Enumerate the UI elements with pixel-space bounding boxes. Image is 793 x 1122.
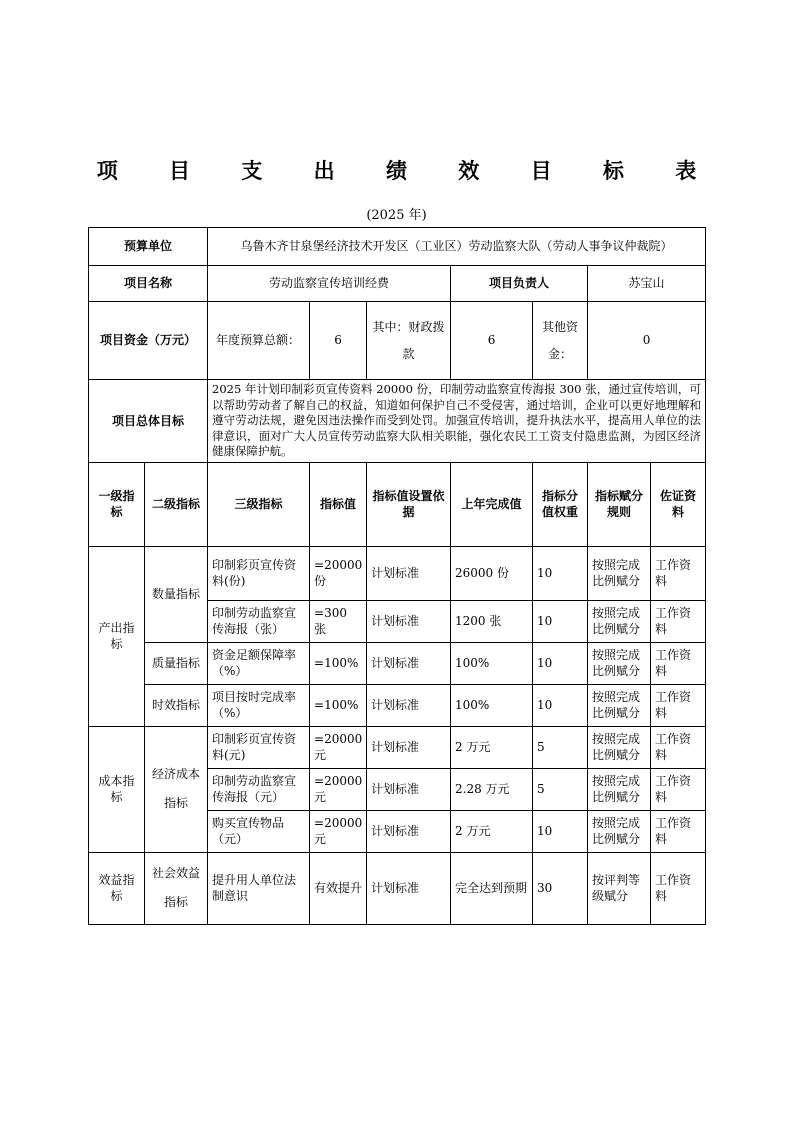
basis-cell: 计划标准 <box>367 642 451 684</box>
proof-cell: 工作资料 <box>651 546 706 600</box>
page-title: 项 目 支 出 绩 效 目 标 表 <box>96 158 719 183</box>
level3-cell: 印制彩页宣传资料(份) <box>208 546 310 600</box>
goal-label: 项目总体目标 <box>89 380 208 463</box>
level2-social: 社会效益指标 <box>145 852 208 924</box>
goal-text: 2025 年计划印制彩页宣传资料 20000 份，印制劳动监察宣传海报 300 张，通过宣传培训，可以帮助劳动者了解自己的权益，知道如何保护自己不受侵害，通过培训，企业可以更好地理解和遵守劳动法规，避免因违法操作而受到处罚。加强宣传培训，提升执法水平，提高用人单位的法律意识，面对广大人员宣传劳动监察大队相关职能，强化农民工工资支付隐患监测，为园区经济健康保障护航。 <box>208 380 706 463</box>
table-row <box>89 642 706 684</box>
fiscal-value: 6 <box>451 302 533 380</box>
budget-unit-value: 乌鲁木齐甘泉堡经济技术开发区（工业区）劳动监察大队（劳动人事争议仲裁院） <box>208 228 706 266</box>
level3-cell: 印制劳动监察宣传海报（张） <box>208 600 310 642</box>
header-value: 指标值 <box>310 462 367 546</box>
header-level2: 二级指标 <box>145 462 208 546</box>
project-lead-label: 项目负责人 <box>451 266 588 302</box>
rule-cell: 按照完成比例赋分 <box>588 546 651 600</box>
rule-cell: 按照完成比例赋分 <box>588 768 651 810</box>
weight-cell: 30 <box>533 852 588 924</box>
value-cell: =100% <box>310 642 367 684</box>
value-cell: =20000元 <box>310 810 367 852</box>
header-basis: 指标值设置依据 <box>367 462 451 546</box>
level3-cell: 购买宣传物品（元） <box>208 810 310 852</box>
last-year-cell: 2 万元 <box>451 726 533 768</box>
weight-cell: 10 <box>533 600 588 642</box>
performance-table <box>88 227 706 925</box>
weight-cell: 10 <box>533 642 588 684</box>
header-proof: 佐证资料 <box>651 462 706 546</box>
level1-cost: 成本指标 <box>89 726 145 852</box>
proof-cell: 工作资料 <box>651 852 706 924</box>
rule-cell: 按照完成比例赋分 <box>588 810 651 852</box>
rule-cell: 按照完成比例赋分 <box>588 600 651 642</box>
rule-cell: 按照完成比例赋分 <box>588 684 651 726</box>
basis-cell: 计划标准 <box>367 810 451 852</box>
budget-unit-label: 预算单位 <box>89 228 208 266</box>
last-year-cell: 完全达到预期 <box>451 852 533 924</box>
weight-cell: 10 <box>533 810 588 852</box>
header-level1: 一级指标 <box>89 462 145 546</box>
level2-quantity: 数量指标 <box>145 546 208 642</box>
level2-economic: 经济成本指标 <box>145 726 208 852</box>
value-cell: =300 张 <box>310 600 367 642</box>
proof-cell: 工作资料 <box>651 768 706 810</box>
fiscal-label: 其中：财政拨款 <box>367 302 451 380</box>
table-row <box>89 546 706 600</box>
rule-cell: 按评判等级赋分 <box>588 852 651 924</box>
basis-cell: 计划标准 <box>367 768 451 810</box>
value-cell: 有效提升 <box>310 852 367 924</box>
basis-cell: 计划标准 <box>367 726 451 768</box>
project-lead-value: 苏宝山 <box>588 266 706 302</box>
weight-cell: 5 <box>533 726 588 768</box>
basis-cell: 计划标准 <box>367 546 451 600</box>
table-row <box>89 684 706 726</box>
basis-cell: 计划标准 <box>367 852 451 924</box>
level2-time: 时效指标 <box>145 684 208 726</box>
other-funds-value: 0 <box>588 302 706 380</box>
proof-cell: 工作资料 <box>651 642 706 684</box>
level1-benefit: 效益指标 <box>89 852 145 924</box>
level3-cell: 提升用人单位法制意识 <box>208 852 310 924</box>
value-cell: =100% <box>310 684 367 726</box>
header-last-year: 上年完成值 <box>451 462 533 546</box>
project-name-value: 劳动监察宣传培训经费 <box>208 266 451 302</box>
annual-total-value: 6 <box>310 302 367 380</box>
other-funds-label: 其他资金： <box>533 302 588 380</box>
level2-quality: 质量指标 <box>145 642 208 684</box>
table-row <box>89 852 706 924</box>
year-label: (2025 年) <box>366 208 427 223</box>
basis-cell: 计划标准 <box>367 684 451 726</box>
last-year-cell: 100% <box>451 684 533 726</box>
project-name-label: 项目名称 <box>89 266 208 302</box>
value-cell: =20000元 <box>310 726 367 768</box>
header-level3: 三级指标 <box>208 462 310 546</box>
weight-cell: 5 <box>533 768 588 810</box>
header-weight: 指标分值权重 <box>533 462 588 546</box>
rule-cell: 按照完成比例赋分 <box>588 726 651 768</box>
level1-output: 产出指标 <box>89 546 145 726</box>
last-year-cell: 2 万元 <box>451 810 533 852</box>
last-year-cell: 2.28 万元 <box>451 768 533 810</box>
header-rule: 指标赋分规则 <box>588 462 651 546</box>
table-row <box>89 726 706 768</box>
annual-total-label: 年度预算总额： <box>208 302 310 380</box>
proof-cell: 工作资料 <box>651 684 706 726</box>
level3-cell: 项目按时完成率（%） <box>208 684 310 726</box>
value-cell: =20000份 <box>310 546 367 600</box>
last-year-cell: 100% <box>451 642 533 684</box>
funds-label: 项目资金（万元） <box>89 302 208 380</box>
weight-cell: 10 <box>533 684 588 726</box>
level3-cell: 资金足额保障率（%） <box>208 642 310 684</box>
basis-cell: 计划标准 <box>367 600 451 642</box>
last-year-cell: 1200 张 <box>451 600 533 642</box>
proof-cell: 工作资料 <box>651 810 706 852</box>
proof-cell: 工作资料 <box>651 726 706 768</box>
value-cell: =20000元 <box>310 768 367 810</box>
last-year-cell: 26000 份 <box>451 546 533 600</box>
level3-cell: 印制彩页宣传资料(元) <box>208 726 310 768</box>
level3-cell: 印制劳动监察宣传海报（元） <box>208 768 310 810</box>
weight-cell: 10 <box>533 546 588 600</box>
rule-cell: 按照完成比例赋分 <box>588 642 651 684</box>
proof-cell: 工作资料 <box>651 600 706 642</box>
